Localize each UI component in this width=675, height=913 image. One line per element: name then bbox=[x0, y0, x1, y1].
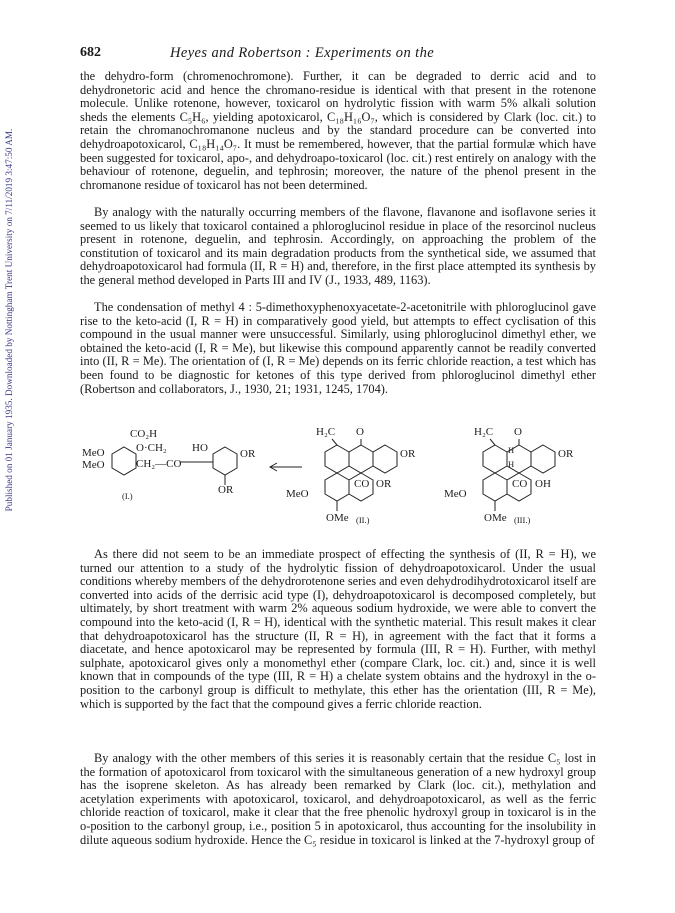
compound-i-label: (I.) bbox=[122, 491, 133, 501]
chemical-structures-figure bbox=[80, 427, 596, 537]
compound-ii-co: CO bbox=[354, 478, 370, 490]
compound-iii-h2c: H₂C bbox=[474, 426, 494, 438]
compound-iii-ring-3 bbox=[531, 445, 555, 473]
compound-i-or-right: OR bbox=[240, 448, 256, 460]
compound-ii-ring-2 bbox=[349, 445, 373, 473]
compound-i-o-ch2: O·CH₂ bbox=[136, 442, 167, 454]
compound-ii-ring-3 bbox=[373, 445, 397, 473]
compound-iii-ring-4 bbox=[483, 473, 507, 501]
compound-iii-h-upper: H bbox=[508, 445, 515, 455]
compound-iii-label: (III.) bbox=[514, 515, 531, 525]
compound-ii-meo: MeO bbox=[286, 488, 309, 500]
running-title: Heyes and Robertson : Experiments on the bbox=[170, 45, 435, 61]
compound-i-or-bottom: OR bbox=[218, 484, 234, 496]
compound-ii-ring-4 bbox=[325, 473, 349, 501]
page-header bbox=[80, 45, 600, 65]
compound-iii-or-right: OR bbox=[558, 448, 574, 460]
compound-iii-co: CO bbox=[512, 478, 528, 490]
compound-i-ring-a bbox=[112, 447, 136, 475]
compound-ii-o-top: O bbox=[356, 426, 364, 438]
compound-ii-label: (II.) bbox=[356, 515, 370, 525]
compound-iii-o-top: O bbox=[514, 426, 522, 438]
compound-ii-or-bottom: OR bbox=[376, 478, 392, 490]
paragraph-5: By analogy with the other members of this series it is reasonably certain that the residue C₅ lost in the formation of apotoxicarol from toxicarol with the simultaneous generation of a new hydroxyl group has the isoprene skeleton. As has already been remarked by Clark (loc. cit.), methylation and acetylation experiments with apotoxicarol, toxicarol, and dehydroapotoxicarol, as well as the ferric chloride reaction of toxicarol, make it clear that the free phenolic hydroxyl group in toxicarol is in the o-position to the carbonyl group, i.e., position 5 in apotoxicarol, thus accounting for the insolubility in dilute aqueous sodium hydroxide. Hence the C₅ residue in toxicarol is linked at the 7-hydroxyl group of bbox=[80, 751, 596, 847]
compound-iii-meo: MeO bbox=[444, 488, 467, 500]
paragraph-4: As there did not seem to be an immediate prospect of effecting the synthesis of (II, R = H), we turned our attention to a study of the hydrolytic fission of dehydroapotoxicarol. Under the usual conditions whereby members of the dehydrorotenone series and even dehydrodihydrotoxicarol itself are converted into acids of the derrisic acid type (I), dehydroapotoxicarol is decomposed completely, but ultimately, by short treatment with warm 2% aqueous sodium hydroxide, we were able to convert the compound into the keto-acid (I, R = H), identical with the synthetic material. This result makes it clear that dehydroapotoxicarol has the structure (II, R = H), in agreement with the fact that it forms a diacetate, and hence apotoxicarol may be represented by formula (III, R = H). Further, with methyl sulphate, apotoxicarol gives only a monomethyl ether (compare Clark, loc. cit.) and, since it is well known that in compounds of the type (III, R = H) a chelate system obtains and the hydroxyl in the o-position to the carbonyl group is difficult to methylate, this ether has the orientation (III, R = Me), which is supported by the fact that the compound gives a ferric chloride reaction. bbox=[80, 547, 596, 711]
compound-ii-ring-1 bbox=[325, 445, 349, 473]
compound-i-ch2-co: CH₂—CO bbox=[136, 458, 182, 470]
compound-iii-oh: OH bbox=[535, 478, 551, 490]
compound-iii-h-lower: H bbox=[508, 459, 515, 469]
compound-i-meo-bottom: MeO bbox=[82, 459, 105, 471]
paragraph-1: the dehydro-form (chromenochromone). Further, it can be degraded to derric acid and to dehydronetoric acid and hence the chromano-residue is identical with that present in the rotenone molecule. Unlike rotenone, however, toxicarol on hydrolytic fission with warm 5% alkali solution sheds the elements C₅H₆, yielding apotoxicarol, C₁₈H₁₆O₇, which is considered by Clark (loc. cit.) to retain the chromanochromanone nucleus and by the standard procedure can be converted into dehydroapotoxicarol, C₁₈H₁₄O₇. It must be remembered, however, that the partial formulæ which have been suggested for toxicarol, apo-, and dehydroapo-toxicarol (loc. cit.) rest entirely on analogy with the behaviour of rotenone, deguelin, and tephrosin; moreover, the nature of the phenol present in the chromanone residue of toxicarol has not been determined. bbox=[80, 69, 596, 192]
compound-ii-or-right: OR bbox=[400, 448, 416, 460]
paragraph-2: By analogy with the naturally occurring members of the flavone, flavanone and isoflavone series it seemed to us likely that toxicarol contained a phloroglucinol residue in place of the resorcinol nucleus present in rotenone, deguelin, and tephrosin. Accordingly, on approaching the problem of the constitution of toxicarol and its main degradation products from the synthetical side, we assumed that dehydroapotoxicarol had formula (II, R = H) and, therefore, in the first place attempted its synthesis by the general method developed in Parts III and IV (J., 1933, 489, 1163). bbox=[80, 205, 596, 287]
page-number: 682 bbox=[80, 45, 101, 60]
compound-ii-ome: OMe bbox=[326, 512, 349, 524]
compound-ii-h2c: H₂C bbox=[316, 426, 336, 438]
compound-iii-ring-1 bbox=[483, 445, 507, 473]
compound-i-ring-b bbox=[213, 447, 237, 475]
compound-i-meo-top: MeO bbox=[82, 447, 105, 459]
compound-i-co2h: CO₂H bbox=[130, 428, 158, 440]
compound-iii-ome: OMe bbox=[484, 512, 507, 524]
compound-i-ho: HO bbox=[192, 442, 208, 454]
download-watermark bbox=[2, 40, 16, 600]
download-watermark-text: Published on 01 January 1935. Downloaded by Nottingham Trent University on 7/11/2019 3:47:50 AM. bbox=[4, 128, 14, 512]
paragraph-3: The condensation of methyl 4 : 5-dimethoxyphenoxyacetate-2-acetonitrile with phloroglucinol gave rise to the keto-acid (I, R = H) in comparatively good yield, but attempts to effect cyclisation of this compound in the usual manner were unsuccessful. Similarly, using phloroglucinol dimethyl ether, we obtained the keto-acid (I, R = Me), but likewise this compound apparently cannot be readily converted into (II, R = Me). The orientation of (I, R = Me) depends on its ferric chloride reaction, a test which has been found to be diagnostic for ketones of this type derived from phloroglucinol dimethyl ether (Robertson and collaborators, J., 1930, 21; 1931, 1245, 1704). bbox=[80, 300, 596, 396]
